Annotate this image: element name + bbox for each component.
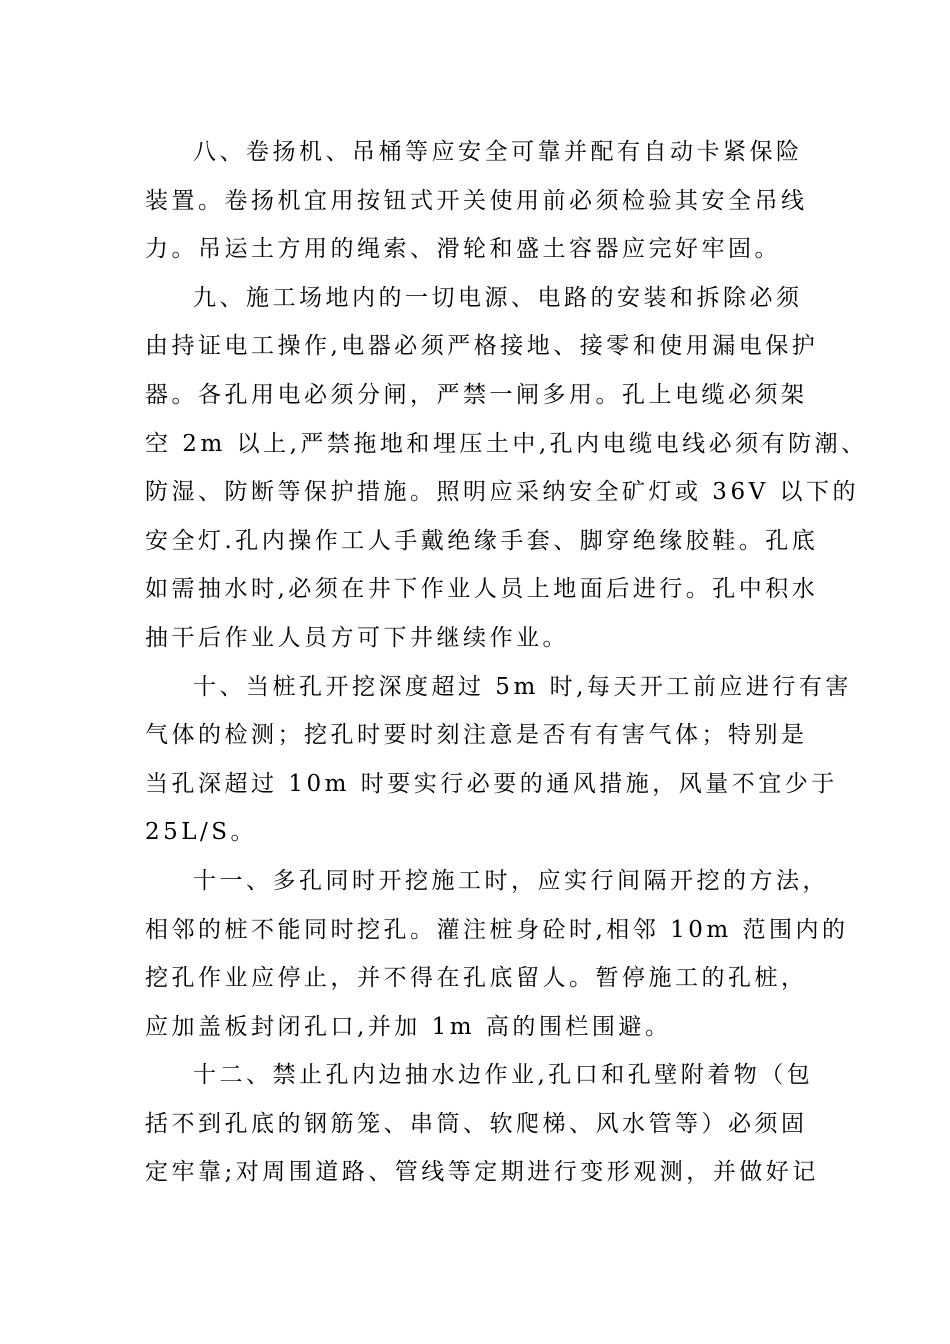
text-line: 十、当桩孔开挖深度超过 5m 时,每天开工前应进行有害 bbox=[193, 673, 852, 700]
text-line: 装置。卷扬机宜用按钮式开关使用前必须检验其安全吊线 bbox=[145, 187, 808, 214]
paragraph-12 bbox=[145, 1051, 825, 1197]
text-line: 防湿、防断等保护措施。照明应采纳安全矿灯或 36V 以下的 bbox=[145, 479, 859, 506]
document-page bbox=[145, 128, 868, 1197]
text-line: 相邻的桩不能同时挖孔。灌注桩身砼时,相邻 10m 范围内的 bbox=[145, 916, 849, 943]
text-line: 由持证电工操作,电器必须严格接地、接零和使用漏电保护 bbox=[145, 333, 819, 360]
text-line: 十一、多孔同时开挖施工时，应实行间隔开挖的方法， bbox=[193, 867, 829, 894]
text-line: 挖孔作业应停止，并不得在孔底留人。暂停施工的孔桩， bbox=[145, 965, 808, 992]
text-line: 当孔深超过 10m 时要实行必要的通风措施，风量不宜少于 bbox=[145, 770, 838, 797]
paragraph-8 bbox=[145, 128, 825, 274]
text-line: 八、卷扬机、吊桶等应安全可靠并配有自动卡紧保险 bbox=[193, 139, 803, 165]
paragraph-10 bbox=[145, 663, 852, 857]
paragraph-9 bbox=[145, 274, 868, 663]
text-line: 九、施工场地内的一切电源、电路的安装和拆除必须 bbox=[193, 284, 803, 311]
text-line: 如需抽水时,必须在井下作业人员上地面后进行。孔中积水 bbox=[145, 576, 819, 603]
text-line: 空 2m 以上,严禁拖地和埋压土中,孔内电缆电线必须有防潮、 bbox=[145, 430, 868, 457]
text-line: 力。吊运土方用的绳索、滑轮和盛土容器应完好牢固。 bbox=[145, 236, 781, 263]
text-line: 安全灯.孔内操作工人手戴绝缘手套、脚穿绝缘胶鞋。孔底 bbox=[145, 527, 819, 554]
text-line: 抽干后作业人员方可下井继续作业。 bbox=[145, 624, 569, 651]
text-line: 十二、禁止孔内边抽水边作业,孔口和孔壁附着物（包 bbox=[193, 1062, 814, 1089]
text-line: 定牢靠;对周围道路、管线等定期进行变形观测，并做好记 bbox=[145, 1159, 819, 1186]
paragraph-11 bbox=[145, 857, 849, 1051]
text-line: 括不到孔底的钢筋笼、串筒、软爬梯、风水管等）必须固 bbox=[145, 1110, 808, 1137]
text-line: 应加盖板封闭孔口,并加 1m 高的围栏围避。 bbox=[145, 1013, 672, 1040]
text-line: 气体的检测；挖孔时要时刻注意是否有有害气体；特别是 bbox=[145, 722, 808, 749]
text-line: 器。各孔用电必须分闸，严禁一闸多用。孔上电缆必须架 bbox=[145, 381, 808, 408]
text-line: 25L/S。 bbox=[145, 819, 258, 846]
